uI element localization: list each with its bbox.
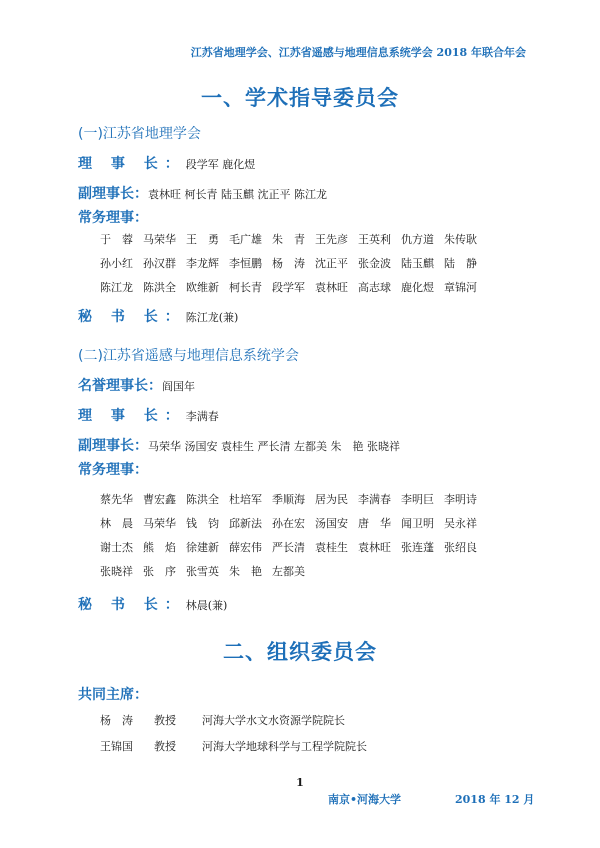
member-name: 陆 静 [444,257,477,270]
member-name: 汤国安 [315,517,348,530]
chair-names: 段学军 鹿化煜 [185,158,256,171]
member-name: 章锦河 [444,281,477,294]
honorary-chair-name: 阎国年 [162,380,195,393]
grid-line [100,279,487,303]
member-name: 李明诗 [444,493,477,506]
member-name: 邱新法 [229,517,262,530]
member-name: 李明巨 [401,493,434,506]
vice-chair-names: 袁林旺 柯长青 陆玉麒 沈正平 陈江龙 [148,188,327,201]
member-name: 袁桂生 [315,541,348,554]
member-name: 李龙辉 [186,257,219,270]
member-name: 陈洪全 [186,493,219,506]
society-2-standing-grid [100,491,487,587]
member-name: 王 勇 [186,233,219,246]
member-name: 孙汉群 [143,257,176,270]
member-name: 李满春 [358,493,391,506]
secretary-label: 秘 书 长： [78,309,186,325]
member-name: 左都美 [272,565,305,578]
member-name: 朱 青 [272,233,305,246]
member-name: 张金波 [358,257,391,270]
member-name: 谢士杰 [100,541,133,554]
co-chair-row [100,712,345,728]
co-chair-title: 教授 [154,740,176,753]
secretary-name: 陈江龙(兼) [185,311,239,324]
grid-line [100,231,487,255]
society-2-vice-row [78,435,400,455]
section-2-title: 二、组织委员会 [223,640,377,664]
member-name: 李恒鹏 [229,257,262,270]
co-chair-affiliation: 河海大学地球科学与工程学院院长 [202,740,367,753]
grid-line [100,255,487,279]
member-name: 张 序 [143,565,176,578]
co-chairs-label-row [78,684,148,704]
society-2-honorary-row [78,375,195,395]
footer-date: 2018 年 12 月 [455,793,535,806]
member-name: 欧维新 [186,281,219,294]
grid-line [100,539,487,563]
grid-line [100,491,487,515]
vice-chair-label: 副理事长： [78,438,148,454]
page-header: 江苏省地理学会、江苏省遥感与地理信息系统学会 2018 年联合年会 [190,46,526,59]
grid-line [100,515,487,539]
section-1-title: 一、学术指导委员会 [201,86,399,110]
member-name: 王先彦 [315,233,348,246]
member-name: 曹宏鑫 [143,493,176,506]
co-chair-affiliation: 河海大学水文水资源学院院长 [202,714,345,727]
member-name: 仇方道 [401,233,434,246]
member-name: 陆玉麒 [401,257,434,270]
secretary-label: 秘 书 长： [78,597,186,613]
grid-line [100,563,487,587]
society-1-secretary-row [78,306,238,326]
member-name: 鹿化煜 [401,281,434,294]
member-name: 沈正平 [315,257,348,270]
member-name: 朱传耿 [444,233,477,246]
chair-label: 理 事 长： [78,408,186,424]
society-1-standing-grid [100,231,487,303]
co-chair-title: 教授 [154,714,176,727]
co-chairs-label: 共同主席： [78,687,148,703]
member-name: 杜培军 [229,493,262,506]
society-2-name: (二)江苏省遥感与地理信息系统学会 [78,348,299,364]
member-name: 蔡先华 [100,493,133,506]
member-name: 柯长青 [229,281,262,294]
society-1-vice-row [78,183,327,203]
member-name: 马荣华 [143,517,176,530]
member-name: 张连蓬 [401,541,434,554]
vice-chair-label: 副理事长： [78,186,148,202]
footer-location: 南京•河海大学 [328,793,402,806]
member-name: 孙在宏 [272,517,305,530]
co-chair-name: 杨 涛 [100,714,133,727]
society-2-chair-row [78,405,219,425]
society-2-standing-label-row [78,459,148,479]
society-1-name: (一)江苏省地理学会 [78,126,201,142]
member-name: 林 晨 [100,517,133,530]
member-name: 孙小红 [100,257,133,270]
member-name: 闻卫明 [401,517,434,530]
page-number: 1 [296,776,304,789]
society-1-chair-row [78,153,255,173]
member-name: 严长清 [272,541,305,554]
chair-name: 李满春 [185,410,219,423]
standing-label: 常务理事： [78,462,148,478]
co-chair-row [100,738,367,754]
member-name: 毛广雄 [229,233,262,246]
member-name: 薛宏伟 [229,541,262,554]
member-name: 张晓祥 [100,565,133,578]
standing-label: 常务理事： [78,210,148,226]
member-name: 陈江龙 [100,281,133,294]
member-name: 徐建新 [186,541,219,554]
society-2-secretary-row [78,594,227,614]
member-name: 季顺海 [272,493,305,506]
member-name: 唐 华 [358,517,391,530]
member-name: 熊 焰 [143,541,176,554]
member-name: 吴永祥 [444,517,477,530]
co-chair-name: 王锦国 [100,740,133,753]
member-name: 钱 钧 [186,517,219,530]
member-name: 杨 涛 [272,257,305,270]
secretary-name: 林晨(兼) [185,599,228,612]
member-name: 袁林旺 [358,541,391,554]
vice-chair-names: 马荣华 汤国安 袁桂生 严长清 左都美 朱 艳 张晓祥 [148,440,400,453]
member-name: 于 蓉 [100,233,133,246]
member-name: 朱 艳 [229,565,262,578]
member-name: 袁林旺 [315,281,348,294]
member-name: 马荣华 [143,233,176,246]
member-name: 陈洪全 [143,281,176,294]
member-name: 张绍良 [444,541,477,554]
chair-label: 理 事 长： [78,156,186,172]
member-name: 高志球 [358,281,391,294]
society-1-standing-label-row [78,207,148,227]
member-name: 张雪英 [186,565,219,578]
member-name: 王英利 [358,233,391,246]
honorary-chair-label: 名誉理事长： [78,378,162,394]
member-name: 居为民 [315,493,348,506]
member-name: 段学军 [272,281,305,294]
